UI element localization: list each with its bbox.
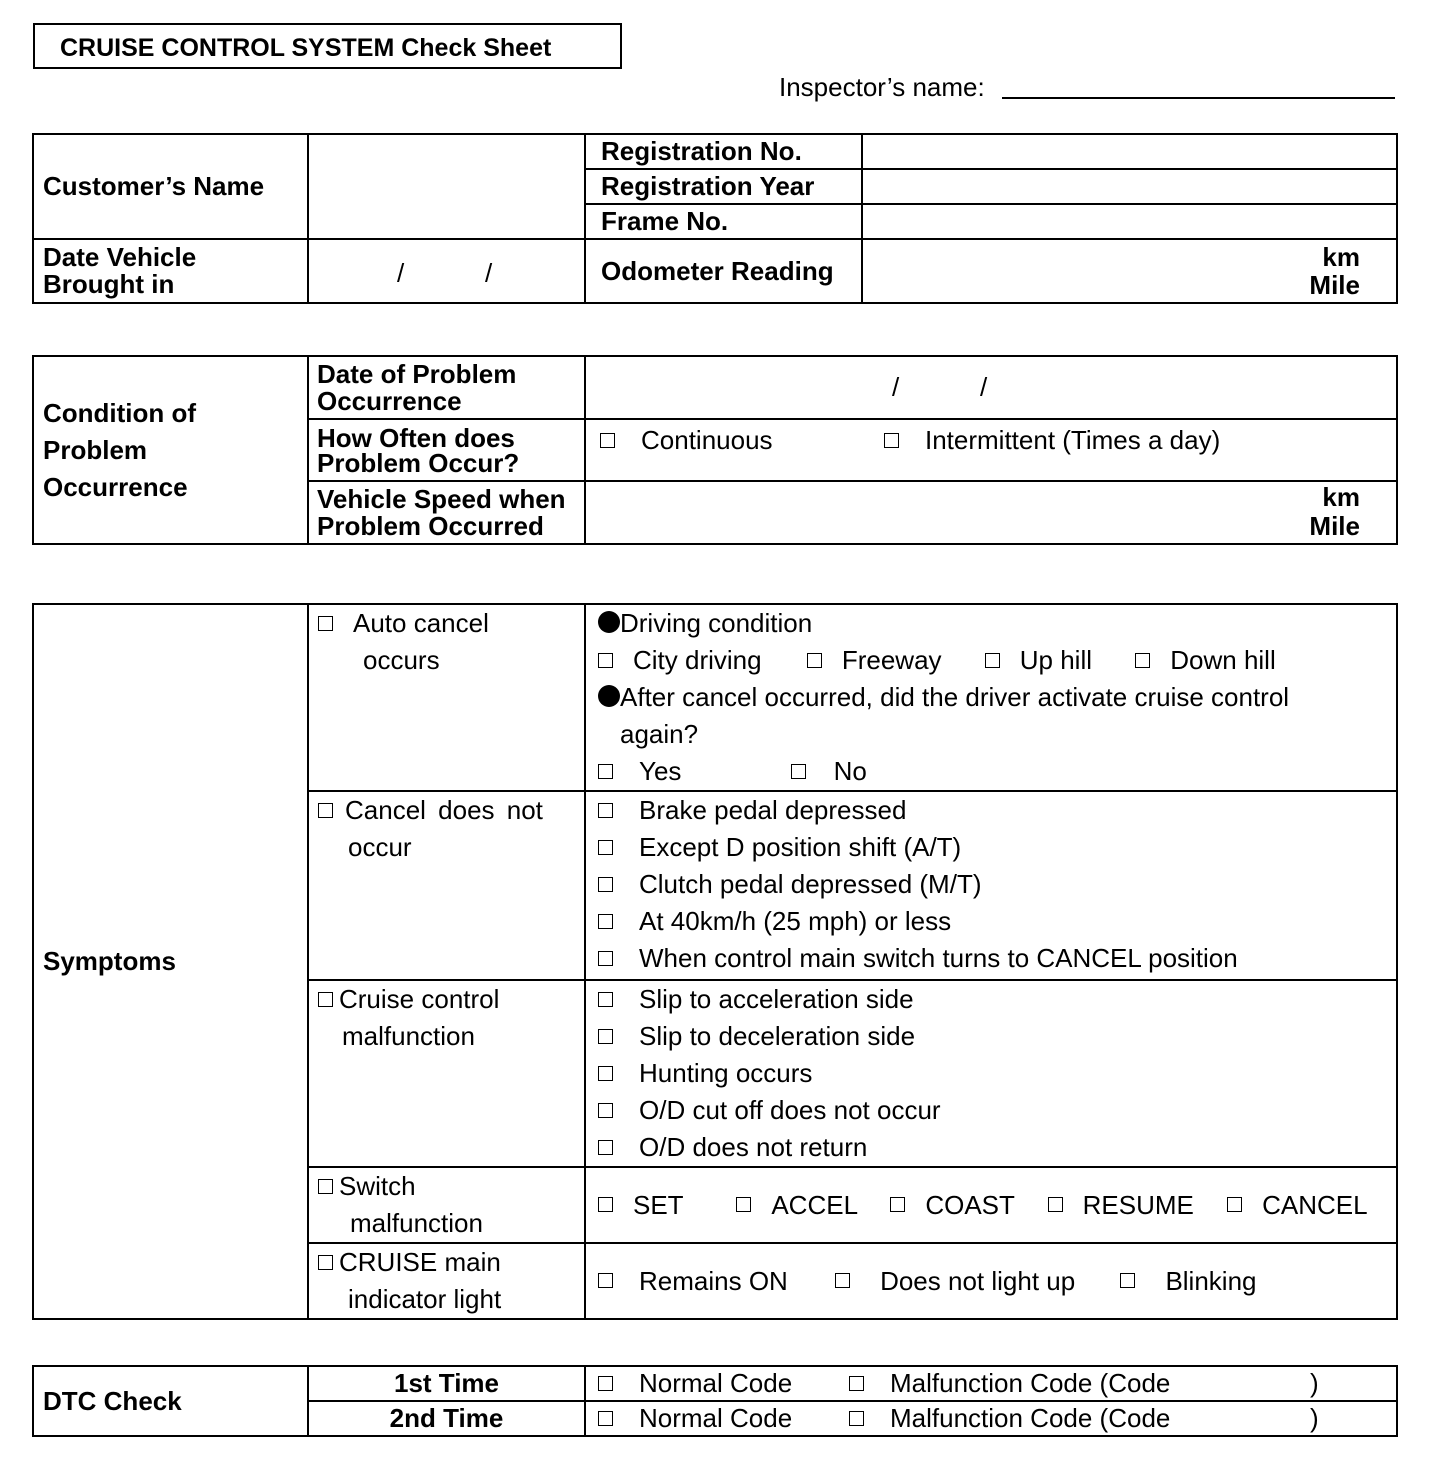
cruise-malfunction-item[interactable] [598,1018,1396,1055]
unit-mile: Mile [1309,270,1360,300]
auto-cancel-cell[interactable] [308,604,585,791]
not-light-label: Does not light up [880,1265,1076,1296]
vehicle-speed-label-line2: Problem Occurred [317,510,544,541]
unit-mile: Mile [1309,511,1360,541]
problem-date-label-line1: Date of Problem [317,358,517,389]
close-paren: ) [1310,1368,1319,1398]
cancel-not-occur-item-label: Clutch pedal depressed (M/T) [639,869,982,899]
cancel-not-occur-item-label: At 40km/h (25 mph) or less [639,906,952,936]
cruise-indicator-cell[interactable] [308,1243,585,1319]
cancel-not-occur-item[interactable] [598,940,1396,977]
coast-label: COAST [925,1189,1015,1220]
problem-date-label-line2: Occurrence [317,385,462,416]
unit-km: km [1322,482,1360,512]
resume-label: RESUME [1082,1189,1194,1220]
set-label: SET [633,1189,684,1220]
intermittent-label: Intermittent (Times a day) [925,425,1221,455]
condition-section-label [33,356,308,544]
checkbox[interactable] [1135,653,1150,668]
cruise-malfunction-item[interactable] [598,1129,1396,1166]
registration-no-label: Registration No. [585,134,862,169]
how-often-label-line2: Problem Occur? [317,448,520,478]
checkbox[interactable] [849,1411,864,1426]
checkbox[interactable] [318,1179,333,1194]
dtc-first-time-options [585,1366,1397,1401]
date-separator: / [485,258,493,288]
date-separator: / [892,372,900,402]
condition-label-line1: Condition of [43,397,197,428]
vehicle-speed-label [308,481,585,544]
malfunction-code-label: Malfunction Code (Code [890,1403,1171,1433]
auto-cancel-label-2: occurs [363,645,440,675]
checkbox[interactable] [1048,1197,1063,1212]
auto-cancel-label: Auto cancel [353,608,489,638]
date-brought-field[interactable] [308,239,585,303]
cancel-not-occur-item[interactable] [598,792,1396,829]
registration-year-label: Registration Year [585,169,862,204]
vehicle-speed-field[interactable] [585,481,1397,544]
date-brought-label [33,239,308,303]
how-often-label [308,419,585,481]
cancel-not-occur-item-label: Except D position shift (A/T) [639,832,962,862]
checkbox[interactable] [1227,1197,1242,1212]
checkbox[interactable] [318,616,333,631]
inspector-label: Inspector’s name: [779,72,985,102]
checkbox[interactable] [835,1273,850,1288]
checkbox[interactable] [598,1273,613,1288]
intermittent-option[interactable] [884,424,1220,456]
checkbox[interactable] [598,1411,613,1426]
checkbox[interactable] [598,1029,613,1044]
bullet-icon [598,611,620,633]
checkbox[interactable] [598,992,613,1007]
checkbox[interactable] [884,433,899,448]
customer-name-field[interactable] [308,134,585,239]
cancel-not-occur-list [585,791,1397,980]
cruise-malfunction-label: Cruise control [339,984,500,1014]
cancel-not-occur-item[interactable] [598,903,1396,940]
condition-label-line3: Occurrence [43,471,188,502]
checkbox[interactable] [890,1197,905,1212]
cruise-malfunction-label-2: malfunction [342,1021,475,1051]
driving-condition-label: Driving condition [620,608,813,638]
frame-no-field[interactable] [862,204,1397,239]
checkbox[interactable] [736,1197,751,1212]
checkbox[interactable] [598,1066,613,1081]
checkbox[interactable] [985,653,1000,668]
checkbox[interactable] [598,1376,613,1391]
no-label: No [833,756,867,786]
cruise-malfunction-list [585,980,1397,1167]
symptoms-label: Symptoms [33,604,308,1319]
cancel-not-occur-item[interactable] [598,829,1396,866]
cruise-malfunction-item[interactable] [598,1092,1396,1129]
checkbox[interactable] [598,764,613,779]
registration-no-field[interactable] [862,134,1397,169]
date-brought-label-line2: Brought in [43,269,175,299]
cruise-indicator-label-2: indicator light [348,1284,502,1314]
checkbox[interactable] [598,914,613,929]
customer-name-label: Customer’s Name [33,134,308,239]
switch-malfunction-label-2: malfunction [350,1208,483,1238]
checkbox[interactable] [598,653,613,668]
reactivate-question: After cancel occurred, did the driver activate cruise control [620,682,1290,712]
date-separator: / [980,372,988,402]
city-driving-label: City driving [633,645,762,675]
page-title: CRUISE CONTROL SYSTEM Check Sheet [33,23,622,69]
uphill-label: Up hill [1019,645,1093,675]
problem-date-label [308,356,585,419]
close-paren: ) [1310,1403,1319,1433]
checkbox[interactable] [1120,1273,1135,1288]
customer-table [32,133,1398,304]
checkbox[interactable] [849,1376,864,1391]
checkbox[interactable] [318,992,333,1007]
freeway-label: Freeway [841,645,942,675]
cancel-not-occur-label: Cancel does not [345,795,543,825]
switch-options [585,1167,1397,1243]
continuous-option[interactable] [600,424,773,456]
normal-code-label: Normal Code [639,1403,793,1433]
cruise-malfunction-item-label: Slip to acceleration side [639,984,914,1014]
condition-table [32,355,1398,545]
cruise-malfunction-item-label: O/D cut off does not occur [639,1095,941,1125]
accel-label: ACCEL [771,1189,858,1220]
dtc-check-label: DTC Check [33,1366,308,1436]
dtc-table [32,1365,1398,1437]
checkbox[interactable] [598,951,613,966]
cancel-not-occur-cell[interactable] [308,791,585,980]
dtc-first-time-label: 1st Time [308,1366,585,1401]
switch-malfunction-cell[interactable] [308,1167,585,1243]
checkbox[interactable] [598,877,613,892]
odometer-field[interactable] [862,239,1397,303]
dtc-second-time-options [585,1401,1397,1436]
cruise-malfunction-item[interactable] [598,981,1396,1018]
registration-year-field[interactable] [862,169,1397,204]
checkbox[interactable] [598,1140,613,1155]
cancel-switch-label: CANCEL [1262,1189,1368,1220]
normal-code-label: Normal Code [639,1368,793,1398]
continuous-label: Continuous [641,425,773,455]
cruise-malfunction-item-label: O/D does not return [639,1132,868,1162]
auto-cancel-details [585,604,1397,791]
frame-no-label: Frame No. [585,204,862,239]
cancel-not-occur-item[interactable] [598,866,1396,903]
condition-label-line2: Problem [43,434,148,465]
cruise-malfunction-item-label: Slip to deceleration side [639,1021,916,1051]
checkbox[interactable] [598,1103,613,1118]
problem-date-field[interactable] [585,356,1397,419]
cruise-malfunction-cell[interactable] [308,980,585,1167]
checkbox[interactable] [318,1255,333,1270]
inspector-name-field[interactable] [1002,97,1395,99]
yes-label: Yes [639,756,682,786]
unit-km: km [1322,242,1360,272]
checkbox[interactable] [791,764,806,779]
how-often-label-line1: How Often does [317,423,515,453]
vehicle-speed-label-line1: Vehicle Speed when [317,483,566,514]
checkbox[interactable] [600,433,615,448]
cancel-not-occur-item-label: Brake pedal depressed [639,795,907,825]
cancel-not-occur-item-label: When control main switch turns to CANCEL position [639,943,1238,973]
cruise-malfunction-item[interactable] [598,1055,1396,1092]
cruise-indicator-label: CRUISE main [339,1247,501,1277]
checkbox[interactable] [598,803,613,818]
reactivate-question-2: again? [620,719,699,749]
cancel-not-occur-label-2: occur [348,832,412,862]
date-separator: / [397,258,405,288]
date-brought-label-line1: Date Vehicle [43,242,197,272]
switch-malfunction-label: Switch [339,1171,416,1201]
dtc-second-time-label: 2nd Time [308,1401,585,1436]
how-often-options [585,419,1397,481]
bullet-icon [598,685,620,707]
malfunction-code-label: Malfunction Code (Code [890,1368,1171,1398]
cruise-malfunction-item-label: Hunting occurs [639,1058,813,1088]
checkbox[interactable] [598,1197,613,1212]
symptoms-table [32,603,1398,1320]
checkbox[interactable] [598,840,613,855]
blinking-label: Blinking [1165,1265,1257,1296]
checkbox[interactable] [807,653,822,668]
remains-on-label: Remains ON [639,1265,788,1296]
downhill-label: Down hill [1170,645,1276,675]
odometer-label: Odometer Reading [585,239,862,303]
checkbox[interactable] [318,803,333,818]
indicator-options [585,1243,1397,1319]
